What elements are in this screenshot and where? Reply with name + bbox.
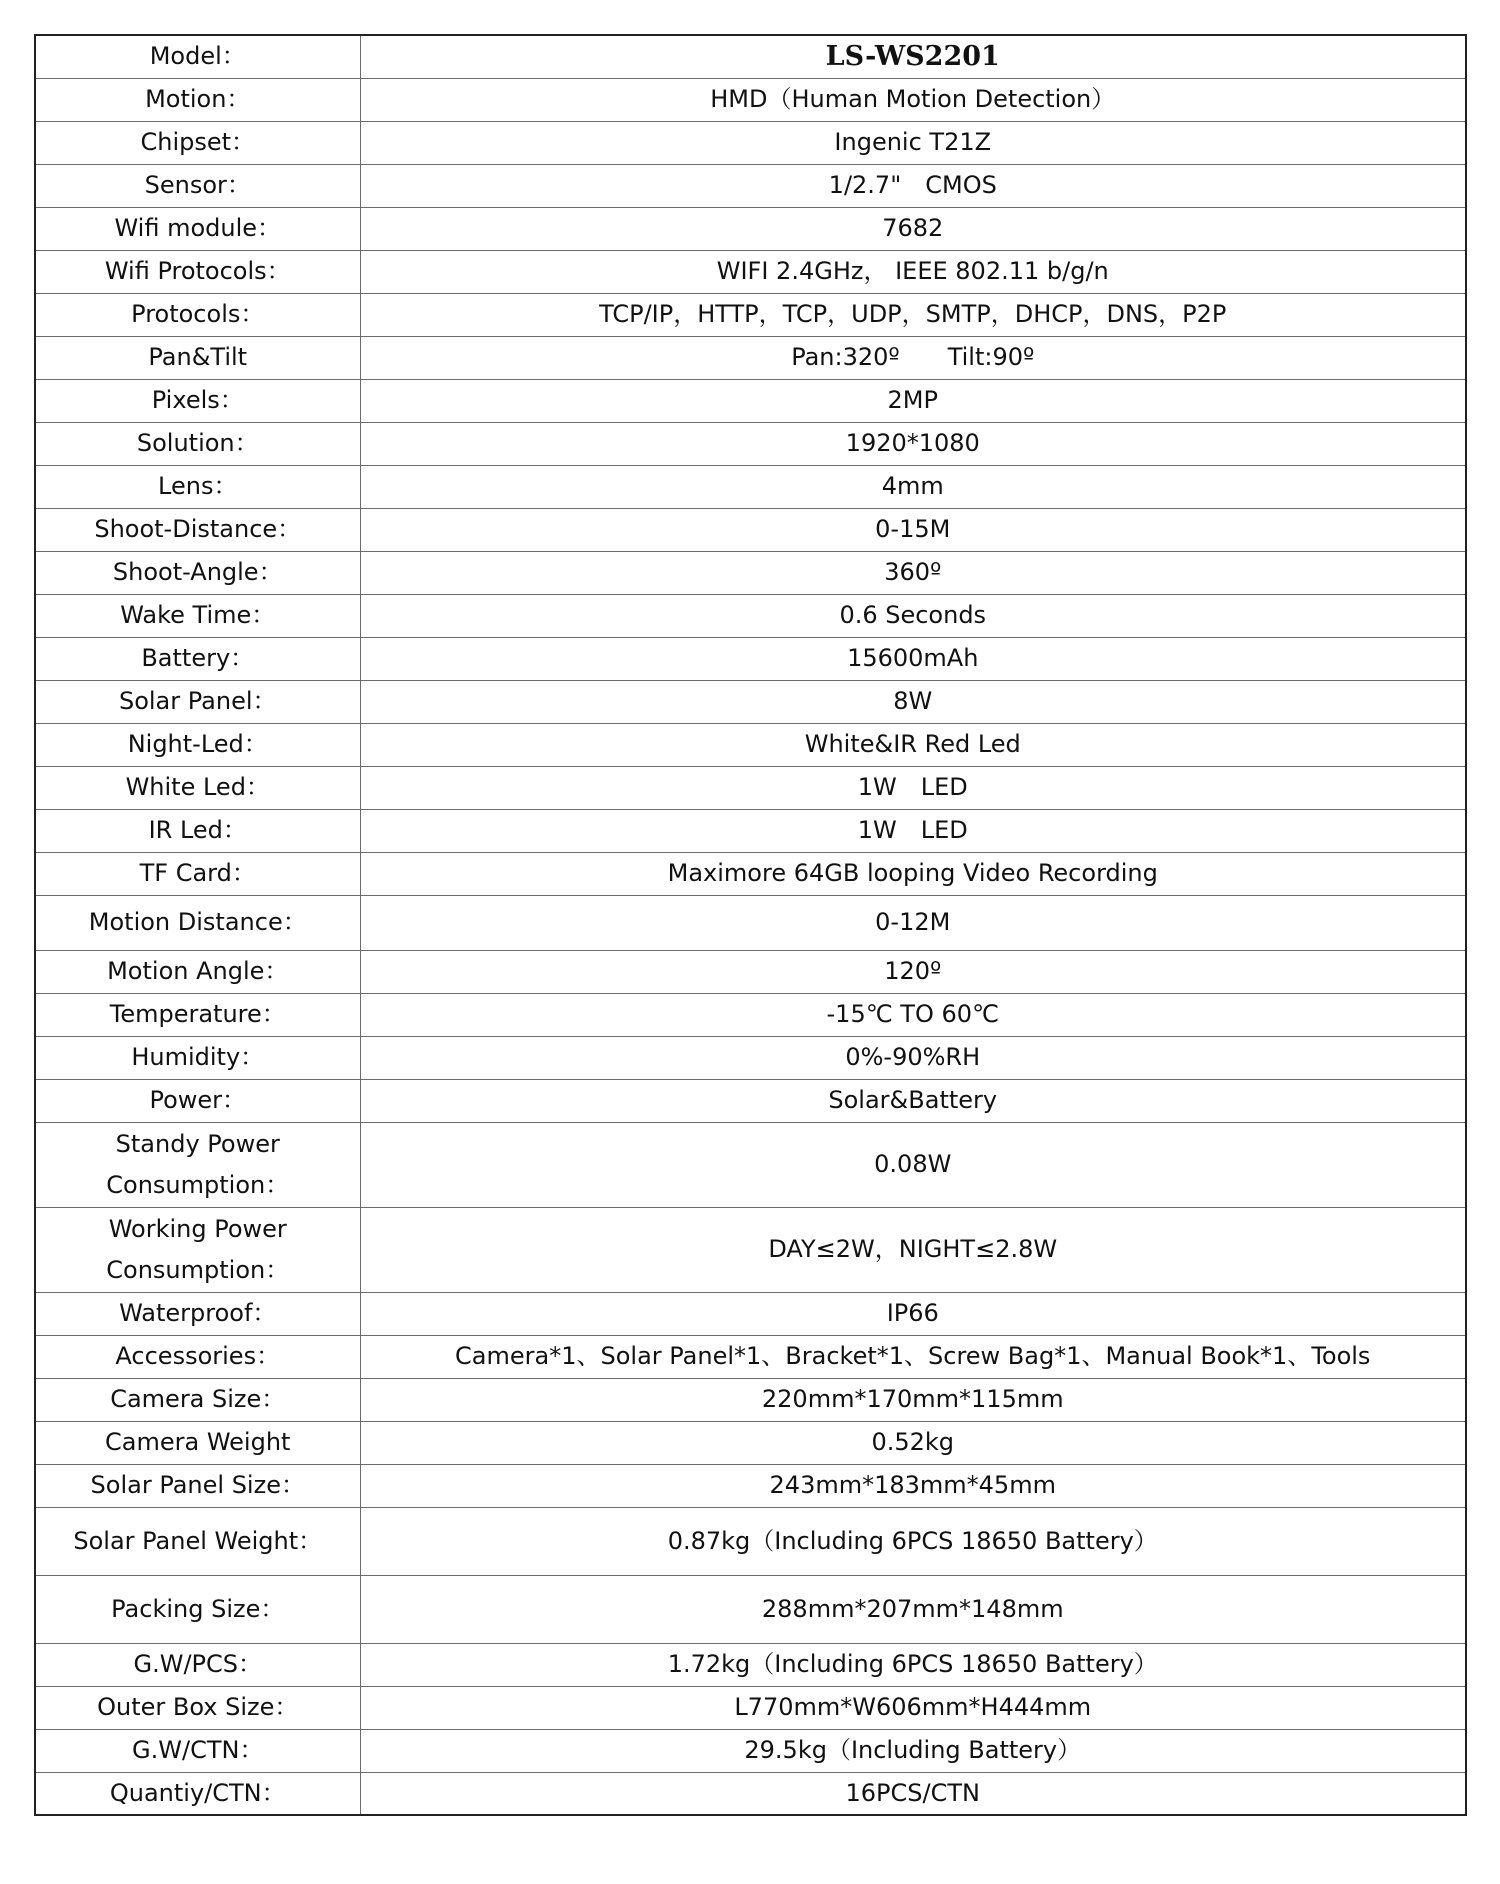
spec-value: -15℃ TO 60℃ [360, 993, 1466, 1036]
spec-value: WIFI 2.4GHz， IEEE 802.11 b/g/n [360, 250, 1466, 293]
spec-label: Chipset： [35, 121, 360, 164]
table-row [35, 950, 1466, 993]
spec-value: 0.6 Seconds [360, 594, 1466, 637]
table-row [35, 508, 1466, 551]
table-row [35, 993, 1466, 1036]
spec-value: 0%-90%RH [360, 1036, 1466, 1079]
table-row [35, 207, 1466, 250]
spec-label: Solar Panel Size： [35, 1464, 360, 1507]
spec-label: Pan&Tilt [35, 336, 360, 379]
spec-label: TF Card： [35, 852, 360, 895]
table-row [35, 1378, 1466, 1421]
table-row [35, 1207, 1466, 1292]
spec-label: Quantiy/CTN： [35, 1772, 360, 1815]
spec-value: 8W [360, 680, 1466, 723]
spec-label: White Led： [35, 766, 360, 809]
spec-value: DAY≤2W，NIGHT≤2.8W [360, 1207, 1466, 1292]
spec-label: Protocols： [35, 293, 360, 336]
spec-value: 0.87kg（Including 6PCS 18650 Battery） [360, 1507, 1466, 1575]
spec-value: Maximore 64GB looping Video Recording [360, 852, 1466, 895]
table-row [35, 164, 1466, 207]
table-row [35, 551, 1466, 594]
spec-label: Lens： [35, 465, 360, 508]
table-row [35, 78, 1466, 121]
spec-value: 288mm*207mm*148mm [360, 1575, 1466, 1643]
spec-label: Wifi Protocols： [35, 250, 360, 293]
spec-label: Wake Time： [35, 594, 360, 637]
spec-label: Camera Weight [35, 1421, 360, 1464]
table-row [35, 723, 1466, 766]
spec-label: Sensor： [35, 164, 360, 207]
spec-table [34, 34, 1467, 1816]
spec-value: HMD（Human Motion Detection） [360, 78, 1466, 121]
table-row [35, 594, 1466, 637]
spec-value: Solar&Battery [360, 1079, 1466, 1122]
spec-value: 0-15M [360, 508, 1466, 551]
spec-label: Solution： [35, 422, 360, 465]
spec-value: Camera*1、Solar Panel*1、Bracket*1、Screw Bag*1、Manual Book*1、Tools [360, 1335, 1466, 1378]
model-value: LS-WS2201 [360, 35, 1466, 78]
spec-value: 220mm*170mm*115mm [360, 1378, 1466, 1421]
table-row [35, 379, 1466, 422]
spec-value: 1920*1080 [360, 422, 1466, 465]
spec-value: 0-12M [360, 895, 1466, 950]
spec-value: 120º [360, 950, 1466, 993]
table-row-model [35, 35, 1466, 78]
spec-label: Accessories： [35, 1335, 360, 1378]
table-row [35, 1772, 1466, 1815]
table-row [35, 1292, 1466, 1335]
spec-value: 0.52kg [360, 1421, 1466, 1464]
table-row [35, 1464, 1466, 1507]
table-row [35, 293, 1466, 336]
spec-value: 1W LED [360, 766, 1466, 809]
table-row [35, 680, 1466, 723]
spec-label: Temperature： [35, 993, 360, 1036]
table-row [35, 1335, 1466, 1378]
spec-value: 1W LED [360, 809, 1466, 852]
spec-value: White&IR Red Led [360, 723, 1466, 766]
spec-value: Pan:320º Tilt:90º [360, 336, 1466, 379]
spec-label: Power： [35, 1079, 360, 1122]
spec-label: Packing Size： [35, 1575, 360, 1643]
spec-label: G.W/CTN： [35, 1729, 360, 1772]
spec-label: Solar Panel： [35, 680, 360, 723]
table-row [35, 1079, 1466, 1122]
spec-label: Motion Angle： [35, 950, 360, 993]
spec-label: Motion： [35, 78, 360, 121]
table-row [35, 766, 1466, 809]
table-row [35, 1507, 1466, 1575]
spec-label: Motion Distance： [35, 895, 360, 950]
spec-value: IP66 [360, 1292, 1466, 1335]
spec-label: Shoot-Distance： [35, 508, 360, 551]
spec-label: Humidity： [35, 1036, 360, 1079]
spec-value: TCP/IP，HTTP，TCP，UDP，SMTP，DHCP，DNS，P2P [360, 293, 1466, 336]
spec-value: 0.08W [360, 1122, 1466, 1207]
table-row [35, 1729, 1466, 1772]
spec-label: Battery： [35, 637, 360, 680]
table-row [35, 852, 1466, 895]
spec-label: Night-Led： [35, 723, 360, 766]
spec-value: Ingenic T21Z [360, 121, 1466, 164]
spec-value: 15600mAh [360, 637, 1466, 680]
spec-value: 1.72kg（Including 6PCS 18650 Battery） [360, 1643, 1466, 1686]
spec-value: 4mm [360, 465, 1466, 508]
spec-label: Solar Panel Weight： [35, 1507, 360, 1575]
table-row [35, 465, 1466, 508]
spec-value: 1/2.7" CMOS [360, 164, 1466, 207]
table-row [35, 422, 1466, 465]
table-row [35, 895, 1466, 950]
table-row [35, 1421, 1466, 1464]
table-row [35, 250, 1466, 293]
spec-value: 7682 [360, 207, 1466, 250]
spec-value: 360º [360, 551, 1466, 594]
spec-value: 243mm*183mm*45mm [360, 1464, 1466, 1507]
table-row [35, 121, 1466, 164]
table-row [35, 1575, 1466, 1643]
spec-label: Waterproof： [35, 1292, 360, 1335]
table-row [35, 336, 1466, 379]
spec-label: Working Power Consumption： [35, 1207, 360, 1292]
spec-label: Pixels： [35, 379, 360, 422]
table-row [35, 1686, 1466, 1729]
spec-value: L770mm*W606mm*H444mm [360, 1686, 1466, 1729]
spec-value: 16PCS/CTN [360, 1772, 1466, 1815]
spec-value: 29.5kg（Including Battery） [360, 1729, 1466, 1772]
table-row [35, 637, 1466, 680]
spec-label: Wifi module： [35, 207, 360, 250]
spec-label: G.W/PCS： [35, 1643, 360, 1686]
table-row [35, 1643, 1466, 1686]
spec-label: Shoot-Angle： [35, 551, 360, 594]
table-row [35, 1036, 1466, 1079]
spec-label: Outer Box Size： [35, 1686, 360, 1729]
table-row [35, 1122, 1466, 1207]
spec-label: Camera Size： [35, 1378, 360, 1421]
spec-value: 2MP [360, 379, 1466, 422]
spec-label: IR Led： [35, 809, 360, 852]
table-row [35, 809, 1466, 852]
spec-label: Model： [35, 35, 360, 78]
spec-label: Standy Power Consumption： [35, 1122, 360, 1207]
